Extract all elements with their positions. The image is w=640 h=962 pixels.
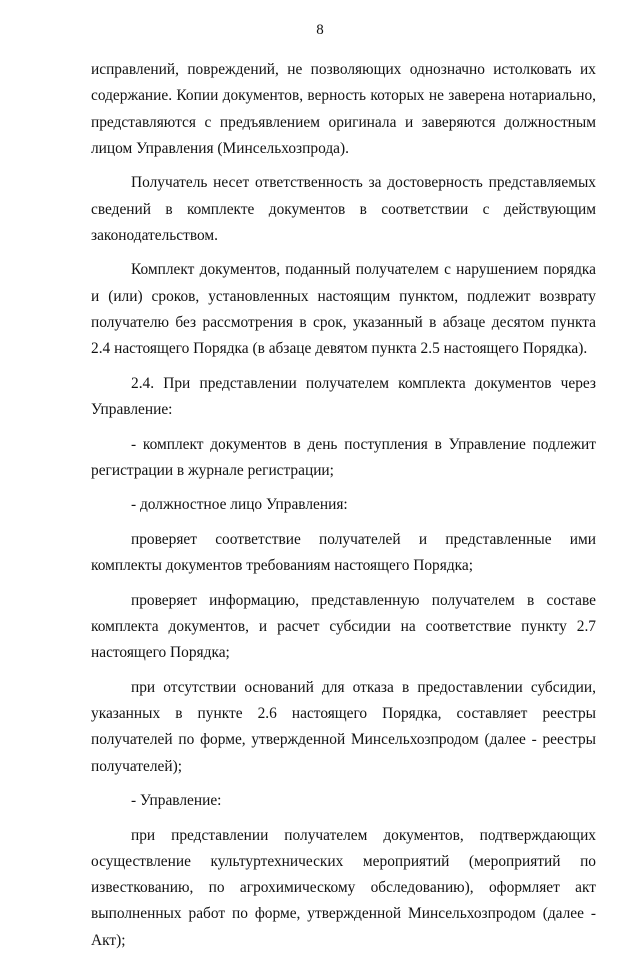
document-body (91, 57, 596, 962)
paragraph-check-information: проверяет информацию, представленную получателем в составе комплекта документов, и расчет субсидии на соответствие пункту 2.7 настоящего Порядка; (91, 591, 596, 662)
paragraph-directorate-heading: - Управление: (131, 792, 222, 810)
paragraph-responsibility: Получатель несет ответственность за достоверность представляемых сведений в комплекте документов в соответствии с действующим законодательством. (91, 174, 596, 244)
paragraph-official-heading: - должностное лицо Управления: (131, 496, 348, 514)
paragraph-registers: при отсутствии оснований для отказа в предоставлении субсидии, указанных в пункте 2.6 настоящего Порядка, составляет реестры получателей по форме, утвержденной Минсельхозпродом (далее - реестры получателей); (91, 678, 596, 775)
paragraph-check-compliance: проверяет соответствие получателей и представленные ими комплекты документов требованиям настоящего Порядка; (91, 530, 596, 575)
paragraph-act-of-works: при представлении получателем документов, подтверждающих осуществление культуртехнических мероприятий (мероприятий по известкованию, по агрохимическому обследованию), оформляет акт выполненных работ по форме, утвержденной Минсельхозпродом (далее - Акт); (91, 826, 596, 949)
paragraph-clause-2-4: 2.4. При представлении получателем комплекта документов через Управление: (91, 374, 596, 419)
paragraph-registration: - комплект документов в день поступления в Управление подлежит регистрации в журнале регистрации; (91, 435, 596, 479)
paragraph-continuation: исправлений, повреждений, не позволяющих однозначно истолковать их содержание. Копии документов, верность которых не заверена нотариально, представляются с предъявлением оригинала и заверяются должностным лицом Управления (Минсельхозпрода). (91, 61, 596, 157)
paragraph-return-rule: Комплект документов, поданный получателем с нарушением порядка и (или) сроков, установленных настоящим пунктом, подлежит возврату получателю без рассмотрения в срок, указанный в абзаце десятом пункта 2.4 настоящего Порядка (в абзаце девятом пункта 2.5 настоящего Порядка). (91, 261, 596, 358)
page-number: 8 (316, 22, 324, 38)
